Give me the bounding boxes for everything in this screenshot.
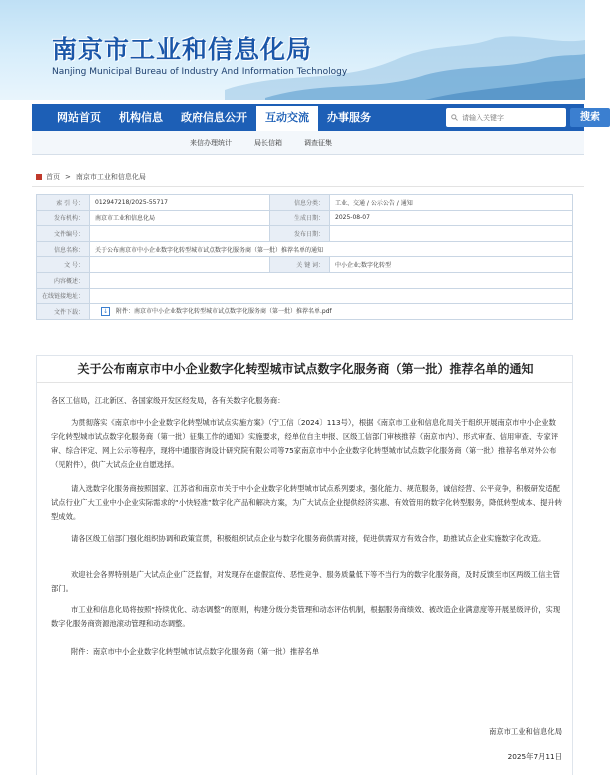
document-meta-table (36, 194, 573, 320)
meta-link-value (90, 288, 573, 304)
breadcrumb-current[interactable]: 南京市工业和信息化局 (75, 173, 146, 181)
article-title: 关于公布南京市中小企业数字化转型城市试点数字化服务商（第一批）推荐名单的通知 (77, 362, 534, 376)
nav-item-services[interactable]: 办事服务 (327, 111, 371, 124)
nav-item-organization[interactable]: 机构信息 (119, 111, 163, 124)
meta-label: 内容概述： (37, 272, 90, 288)
header-banner (0, 0, 585, 100)
meta-keywords-value: 中小企业;数字化转型 (330, 257, 573, 273)
download-icon[interactable]: ↓ (103, 308, 109, 316)
article-paragraph: 请入选数字化服务商按照国家、江苏省和南京市关于中小企业数字化转型城市试点系列要求，强化能力、规范服务，诚信经营、公平竞争，积极研发适配试点行业广大工业中小企业实际需求的“小快轻准”数字化产品和解决方案，为广大试点企业提供经济实惠、有效管用的数字化转型服务，降低转型成本、提升转型成效。 (51, 484, 563, 521)
meta-label: 发布日期： (270, 226, 330, 242)
site-subtitle: Nanjing Municipal Bureau of Industry And Information Technology (52, 67, 348, 77)
meta-label: 文 号： (37, 257, 90, 273)
subnav-item-survey[interactable]: 调查征集 (304, 138, 332, 147)
search-box (446, 108, 566, 127)
meta-index-value: 012947218/2025-55717 (90, 195, 270, 211)
nav-item-interaction[interactable]: 互动交流 (256, 104, 318, 131)
meta-label: 关 键 词： (270, 257, 330, 273)
meta-wenhao-value (90, 257, 270, 273)
sub-nav (32, 131, 584, 155)
attachment-download-link[interactable]: 附件：南京市中小企业数字化转型城市试点数字化服务商（第一批）推荐名单.pdf (116, 308, 332, 316)
search-button[interactable]: 搜索 (570, 108, 610, 127)
article-paragraph: 为贯彻落实《南京市中小企业数字化转型城市试点实施方案》（宁工信〔2024〕113号），根据《南京市工业和信息化局关于组织开展南京市中小企业数字化转型城市试点数字化服务商（第一批）征集工作的通知》实施要求，经单位自主申报、区级工信部门审核推荐（南京市内）、形式审查、信用审查、专家评审、综合评定、网上公示等程序，现将中通服咨询设计研究院有限公司等75家南京市中小企业数字化转型城市试点数字化服务商（第一批）推荐名单对外公布（见附件），供广大试点企业自愿选择。 (51, 418, 559, 469)
meta-label: 信息名称： (37, 241, 90, 257)
meta-label: 生成日期： (270, 210, 330, 226)
article-paragraph: 欢迎社会各界特别是广大试点企业广泛监督，对发现存在虚假宣传、恶性竞争、服务质量低下等不当行为的数字化服务商，及时反馈至市区两级工信主管部门。 (51, 570, 560, 593)
nav-item-home[interactable]: 网站首页 (57, 111, 101, 124)
search-icon (451, 114, 458, 121)
article-paragraph: 请各区级工信部门强化组织协调和政策宣贯，积极组织试点企业与数字化服务商供需对接，促进供需双方有效合作，助推试点企业实施数字化改造。 (71, 534, 546, 543)
meta-label: 信息分类： (270, 195, 330, 211)
search-input[interactable] (462, 114, 558, 122)
meta-label: 发布机构： (37, 210, 90, 226)
meta-pubdate-value (330, 226, 573, 242)
main-nav (32, 104, 600, 131)
breadcrumb-home[interactable]: 首页 (46, 173, 60, 181)
article-date: 2025年7月11日 (507, 752, 562, 761)
meta-date-value: 2025-08-07 (330, 210, 573, 226)
nav-item-disclosure[interactable]: 政府信息公开 (181, 111, 247, 124)
breadcrumb-divider (32, 186, 584, 187)
meta-download-cell (90, 304, 573, 320)
subnav-item-letter-stats[interactable]: 来信办理统计 (190, 138, 232, 147)
meta-label: 文件编号： (37, 226, 90, 242)
home-icon (36, 174, 42, 180)
breadcrumb (36, 172, 146, 182)
article-container (36, 355, 573, 775)
article-paragraph: 市工业和信息化局将按照“持续优化、动态调整”的原则，构建分级分类管理和动态评估机制，根据服务商绩效、被改造企业满意度等开展星级评价，实现数字化服务商资源池滚动管理和动态调整。 (51, 605, 561, 628)
article-attachment-note: 附件：南京市中小企业数字化转型城市试点数字化服务商（第一批）推荐名单 (71, 647, 320, 656)
meta-category-value: 工业、交通 / 公示公告 / 通知 (330, 195, 573, 211)
meta-label: 文件下载： (37, 304, 90, 320)
meta-summary-value (90, 272, 573, 288)
meta-publisher-value: 南京市工业和信息化局 (90, 210, 270, 226)
meta-name-value: 关于公布南京市中小企业数字化转型城市试点数字化服务商（第一批）推荐名单的通知 (90, 241, 573, 257)
site-title[interactable]: 南京市工业和信息化局 (52, 35, 313, 64)
subnav-item-director-mailbox[interactable]: 局长信箱 (254, 138, 282, 147)
breadcrumb-separator: > (65, 173, 71, 181)
meta-docno-value (90, 226, 270, 242)
meta-label: 索 引 号： (37, 195, 90, 211)
article-salutation: 各区工信局，江北新区、各国家级开发区经发局，各有关数字化服务商： (51, 396, 285, 405)
meta-label: 在线链接地址： (37, 288, 90, 304)
article-signature: 南京市工业和信息化局 (489, 727, 562, 736)
title-divider (37, 382, 572, 383)
